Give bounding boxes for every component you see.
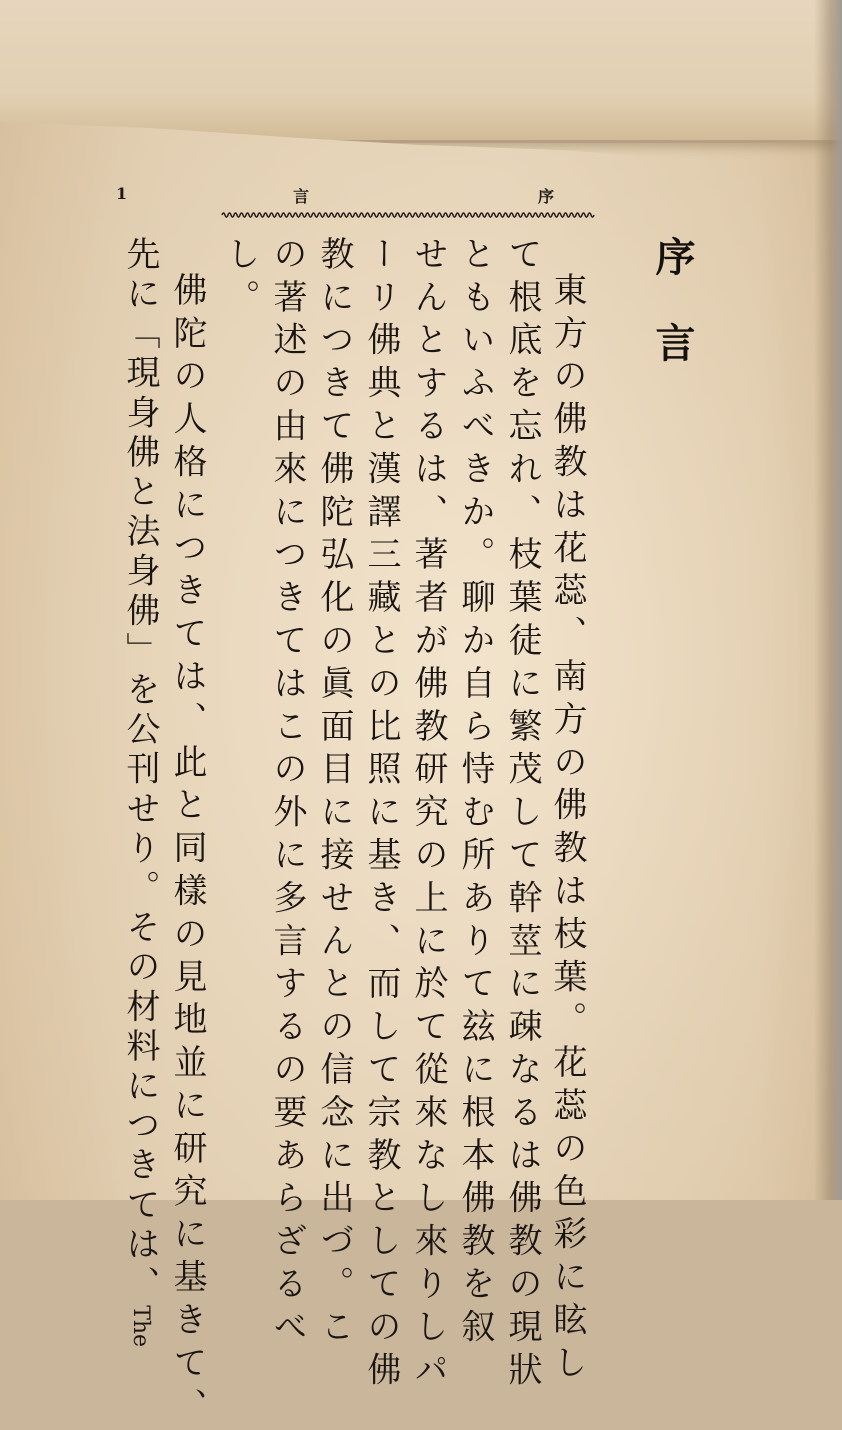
text-column-8: し。: [220, 236, 260, 322]
page-title: 序言: [649, 236, 696, 408]
running-head-right: 序: [538, 187, 555, 206]
text-column-1: 東方の佛教は花蕊、南方の佛教は枝葉。花蕊の色彩に眩し: [547, 272, 587, 1388]
latin-fragment: The: [128, 1305, 153, 1348]
page-edge-shadow: [814, 0, 842, 1200]
text-column-3: ともいふべきか。聊か自ら恃む所ありて玆に根本佛教を叙: [455, 236, 495, 1352]
text-column-9: 佛陀の人格につきては、此と同樣の見地並に研究に基きて、: [167, 272, 207, 1430]
text-column-2: て根底を忘れ、枝葉徒に繁茂して幹莖に疎なるは佛教の現狀: [502, 236, 542, 1395]
header-wavy-rule: [222, 208, 592, 222]
running-head-left: 言: [293, 187, 310, 206]
text-column-10: [120, 236, 160, 1348]
page-number: 1: [116, 184, 128, 203]
text-column-6: 教につきて佛陀弘化の眞面目に接せんとの信念に出づ。こ: [314, 236, 354, 1352]
text-column-4: せんとするは、著者が佛教研究の上に於て從來なし來りしパ: [408, 236, 448, 1395]
text-column-7: の著述の由來につきてはこの外に多言するの要あらざるべ: [267, 236, 307, 1352]
text-column-10-jp: 先に「現身佛と法身佛」を公刊せり。その材料につきては、: [120, 236, 160, 1306]
folded-paper-edge: [0, 0, 842, 143]
text-column-5: ーリ佛典と漢譯三藏との比照に基き、而して宗教としての佛: [361, 236, 401, 1395]
